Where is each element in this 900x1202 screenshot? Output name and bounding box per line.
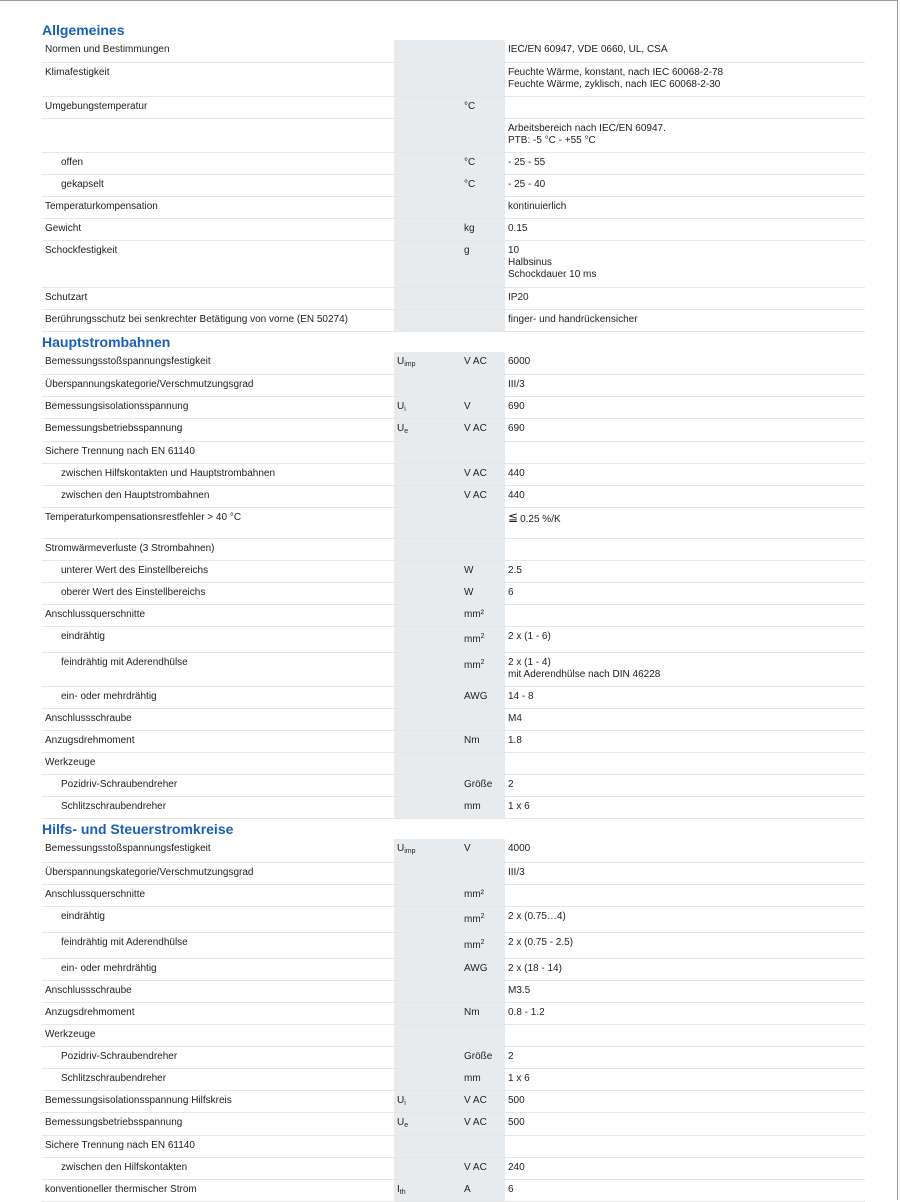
row-value: 0.8 - 1.2 [505, 1002, 865, 1024]
row-symbol [394, 884, 461, 906]
row-unit [461, 118, 505, 152]
row-unit [461, 508, 505, 539]
row-label: Stromwärmeverluste (3 Strombahnen) [42, 539, 394, 561]
row-label: Bemessungsstoßspannungsfestigkeit [42, 352, 394, 375]
row-value [505, 118, 865, 152]
row-label: Gewicht [42, 218, 394, 240]
row-value: 1.8 [505, 731, 865, 753]
value-text: 0.25 %/K [520, 514, 561, 525]
row-symbol [394, 40, 461, 62]
row-unit: A [461, 1179, 505, 1201]
table-row [42, 218, 865, 240]
value-line: Schockdauer 10 ms [508, 268, 597, 280]
symbol-subscript: e [404, 1121, 409, 1129]
table-hilfs-und-steuerstromkreise [42, 839, 865, 1202]
row-symbol [394, 1090, 461, 1112]
value-line: 2 x (1 - 4) [508, 657, 551, 668]
row-label: Werkzeuge [42, 1024, 394, 1046]
table-row [42, 884, 865, 906]
row-unit [461, 442, 505, 464]
row-value: 0.15 [505, 218, 865, 240]
table-row [42, 287, 865, 309]
row-unit [461, 932, 505, 958]
table-row [42, 118, 865, 152]
row-label: Bemessungsbetriebsspannung [42, 1112, 394, 1135]
row-unit [461, 196, 505, 218]
unit-base: mm [464, 913, 481, 925]
row-value: M4 [505, 709, 865, 731]
unit-superscript: 2 [480, 659, 485, 666]
row-label: eindrähtig [42, 906, 394, 932]
row-value [505, 62, 865, 96]
row-unit: mm² [461, 884, 505, 906]
row-label: Überspannungskategorie/Verschmutzungsgrad [42, 862, 394, 884]
value-line: Feuchte Wärme, konstant, nach IEC 60068-2-78 [508, 66, 724, 78]
row-value: 1 x 6 [505, 1068, 865, 1090]
row-symbol [394, 218, 461, 240]
row-value [505, 753, 865, 775]
row-unit: mm² [461, 605, 505, 627]
row-label: Anschlussquerschnitte [42, 605, 394, 627]
symbol-base: U [397, 401, 405, 412]
table-row [42, 839, 865, 862]
row-symbol [394, 980, 461, 1002]
row-label: ein- oder mehrdrähtig [42, 687, 394, 709]
row-symbol [394, 1046, 461, 1068]
row-value: III/3 [505, 862, 865, 884]
row-label: gekapselt [42, 174, 394, 196]
table-row [42, 196, 865, 218]
row-label: Schockfestigkeit [42, 240, 394, 287]
symbol-base: U [397, 1116, 405, 1128]
table-row [42, 174, 865, 196]
row-value [505, 653, 865, 687]
table-row [42, 240, 865, 287]
symbol-subscript: imp [404, 360, 416, 368]
row-unit: Nm [461, 1002, 505, 1024]
row-value: - 25 - 40 [505, 174, 865, 196]
row-symbol [394, 753, 461, 775]
row-symbol [394, 1024, 461, 1046]
row-unit: g [461, 240, 505, 287]
row-symbol [394, 839, 461, 862]
row-symbol [394, 508, 461, 539]
row-symbol [394, 731, 461, 753]
row-label: Klimafestigkeit [42, 62, 394, 96]
table-row [42, 419, 865, 442]
row-value [505, 1135, 865, 1157]
row-unit [461, 709, 505, 731]
row-label: ein- oder mehrdrähtig [42, 958, 394, 980]
row-label: oberer Wert des Einstellbereichs [42, 583, 394, 605]
row-unit [461, 753, 505, 775]
symbol-base: U [397, 1094, 405, 1106]
row-value [505, 240, 865, 287]
row-unit: V AC [461, 1090, 505, 1112]
row-unit: V AC [461, 352, 505, 375]
row-symbol [394, 1179, 461, 1201]
row-unit [461, 40, 505, 62]
row-unit: kg [461, 218, 505, 240]
row-value: 2 x (1 - 6) [505, 627, 865, 653]
row-symbol [394, 932, 461, 958]
row-unit [461, 980, 505, 1002]
value-line: 10 [508, 244, 520, 256]
row-unit: W [461, 561, 505, 583]
table-row [42, 709, 865, 731]
row-value: 14 - 8 [505, 687, 865, 709]
row-label: Sichere Trennung nach EN 61140 [42, 442, 394, 464]
table-row [42, 352, 865, 375]
row-label: Bemessungsisolationsspannung [42, 397, 394, 419]
table-row [42, 627, 865, 653]
row-value: 440 [505, 486, 865, 508]
table-row [42, 96, 865, 118]
row-label: zwischen Hilfskontakten und Hauptstrombahnen [42, 464, 394, 486]
section-title-allgemeines: Allgemeines [42, 22, 125, 38]
row-symbol [394, 1135, 461, 1157]
table-row [42, 862, 865, 884]
row-label: Anschlussquerschnitte [42, 884, 394, 906]
row-unit: W [461, 583, 505, 605]
table-row [42, 309, 865, 331]
table-row [42, 62, 865, 96]
row-symbol [394, 1002, 461, 1024]
table-row [42, 1046, 865, 1068]
row-value: 6 [505, 583, 865, 605]
row-unit: V AC [461, 419, 505, 442]
symbol-base: I [397, 1183, 400, 1195]
row-symbol [394, 906, 461, 932]
row-value: M3.5 [505, 980, 865, 1002]
row-value: IEC/EN 60947, VDE 0660, UL, CSA [505, 40, 865, 62]
value-line: Feuchte Wärme, zyklisch, nach IEC 60068-2-30 [508, 78, 721, 90]
table-row [42, 1179, 865, 1201]
row-symbol [394, 464, 461, 486]
row-label: Bemessungsstoßspannungsfestigkeit [42, 839, 394, 862]
row-label: Anzugsdrehmoment [42, 1002, 394, 1024]
row-label: offen [42, 152, 394, 174]
row-label: eindrähtig [42, 627, 394, 653]
row-value [505, 605, 865, 627]
row-value: 6000 [505, 352, 865, 375]
table-row [42, 1090, 865, 1112]
table-row [42, 797, 865, 819]
row-unit [461, 1135, 505, 1157]
table-row [42, 753, 865, 775]
table-row [42, 539, 865, 561]
table-row [42, 1068, 865, 1090]
row-value: kontinuierlich [505, 196, 865, 218]
table-row [42, 775, 865, 797]
row-label: Pozidriv-Schraubendreher [42, 1046, 394, 1068]
row-label: Werkzeuge [42, 753, 394, 775]
row-unit [461, 539, 505, 561]
row-symbol [394, 539, 461, 561]
row-unit: V AC [461, 1112, 505, 1135]
row-symbol [394, 174, 461, 196]
table-row [42, 958, 865, 980]
row-unit: °C [461, 174, 505, 196]
value-line: PTB: -5 °C - +55 °C [508, 134, 596, 146]
row-symbol [394, 96, 461, 118]
row-unit [461, 862, 505, 884]
row-unit [461, 627, 505, 653]
row-label: Anzugsdrehmoment [42, 731, 394, 753]
row-label: Temperaturkompensationsrestfehler > 40 °C [42, 508, 394, 539]
row-value: 2 x (18 - 14) [505, 958, 865, 980]
symbol-subscript: i [404, 1099, 406, 1107]
row-label: Bemessungsbetriebsspannung [42, 419, 394, 442]
row-symbol [394, 709, 461, 731]
table-row [42, 375, 865, 397]
symbol-subscript: th [399, 1188, 406, 1196]
symbol-base: U [397, 843, 405, 854]
row-value: 690 [505, 397, 865, 419]
row-unit: V AC [461, 486, 505, 508]
unit-base: mm [464, 634, 481, 645]
row-symbol [394, 605, 461, 627]
row-label: feindrähtig mit Aderendhülse [42, 653, 394, 687]
table-row [42, 1112, 865, 1135]
row-unit [461, 653, 505, 687]
row-unit: V [461, 839, 505, 862]
row-label: Überspannungskategorie/Verschmutzungsgrad [42, 375, 394, 397]
row-value: 2 [505, 775, 865, 797]
symbol-base: U [397, 423, 405, 434]
row-label [42, 118, 394, 152]
row-unit: Größe [461, 775, 505, 797]
table-row [42, 508, 865, 539]
row-unit: °C [461, 96, 505, 118]
row-label: konventioneller thermischer Strom [42, 1179, 394, 1201]
row-unit [461, 287, 505, 309]
symbol-base: U [397, 355, 405, 367]
row-label: zwischen den Hilfskontakten [42, 1157, 394, 1179]
row-value: 2 [505, 1046, 865, 1068]
section-title-hilfs-und-steuerstromkreise: Hilfs- und Steuerstromkreise [42, 821, 234, 837]
row-symbol [394, 583, 461, 605]
row-unit [461, 1024, 505, 1046]
table-row [42, 464, 865, 486]
row-label: feindrähtig mit Aderendhülse [42, 932, 394, 958]
table-allgemeines [42, 40, 865, 332]
row-symbol [394, 653, 461, 687]
row-symbol [394, 375, 461, 397]
row-value: 500 [505, 1112, 865, 1135]
row-value: 690 [505, 419, 865, 442]
row-symbol [394, 627, 461, 653]
row-symbol [394, 958, 461, 980]
row-unit: Größe [461, 1046, 505, 1068]
unit-superscript: 2 [480, 912, 485, 920]
row-value [505, 539, 865, 561]
row-unit [461, 62, 505, 96]
row-symbol [394, 196, 461, 218]
row-value: finger- und handrückensicher [505, 309, 865, 331]
row-unit [461, 375, 505, 397]
table-row [42, 442, 865, 464]
row-symbol [394, 397, 461, 419]
row-symbol [394, 1112, 461, 1135]
row-value: IP20 [505, 287, 865, 309]
unit-superscript: 2 [480, 938, 485, 946]
row-unit: V AC [461, 1157, 505, 1179]
table-row [42, 605, 865, 627]
row-symbol [394, 352, 461, 375]
row-symbol [394, 309, 461, 331]
row-unit [461, 309, 505, 331]
row-label: Schlitzschraubendreher [42, 797, 394, 819]
row-unit: AWG [461, 687, 505, 709]
row-symbol [394, 62, 461, 96]
row-unit: °C [461, 152, 505, 174]
value-line: Halbsinus [508, 256, 552, 268]
value-line: mit Aderendhülse nach DIN 46228 [508, 669, 661, 680]
row-value: 6 [505, 1179, 865, 1201]
row-value: 440 [505, 464, 865, 486]
row-value: 500 [505, 1090, 865, 1112]
row-symbol [394, 287, 461, 309]
row-unit: V AC [461, 464, 505, 486]
row-label: unterer Wert des Einstellbereichs [42, 561, 394, 583]
table-row [42, 906, 865, 932]
row-label: Umgebungstemperatur [42, 96, 394, 118]
row-symbol [394, 486, 461, 508]
datasheet [42, 20, 857, 1202]
row-value: 2 x (0.75 - 2.5) [505, 932, 865, 958]
section-title-hauptstrombahnen: Hauptstrombahnen [42, 333, 171, 350]
less-equal-icon: ≦ [508, 510, 519, 524]
row-symbol [394, 419, 461, 442]
row-label: Pozidriv-Schraubendreher [42, 775, 394, 797]
row-symbol [394, 561, 461, 583]
row-label: Temperaturkompensation [42, 196, 394, 218]
table-row [42, 486, 865, 508]
row-value [505, 508, 865, 539]
table-row [42, 40, 865, 62]
row-value [505, 884, 865, 906]
symbol-subscript: i [404, 406, 406, 413]
symbol-subscript: e [404, 428, 409, 435]
row-symbol [394, 152, 461, 174]
table-row [42, 1002, 865, 1024]
row-label: Schutzart [42, 287, 394, 309]
row-symbol [394, 442, 461, 464]
table-row [42, 561, 865, 583]
row-value: 4000 [505, 839, 865, 862]
row-unit: mm [461, 797, 505, 819]
table-row [42, 653, 865, 687]
row-value: 2.5 [505, 561, 865, 583]
table-row [42, 1135, 865, 1157]
row-label: Schlitzschraubendreher [42, 1068, 394, 1090]
row-label: Anschlussschraube [42, 980, 394, 1002]
row-symbol [394, 775, 461, 797]
unit-base: mm [464, 939, 481, 951]
row-label: zwischen den Hauptstrombahnen [42, 486, 394, 508]
row-unit [461, 906, 505, 932]
row-unit: V [461, 397, 505, 419]
row-value: III/3 [505, 375, 865, 397]
table-row [42, 1024, 865, 1046]
table-row [42, 397, 865, 419]
unit-base: mm [464, 660, 481, 671]
row-unit: Nm [461, 731, 505, 753]
row-label: Bemessungsisolationsspannung Hilfskreis [42, 1090, 394, 1112]
row-unit: AWG [461, 958, 505, 980]
row-symbol [394, 862, 461, 884]
row-value [505, 96, 865, 118]
row-value: 240 [505, 1157, 865, 1179]
table-row [42, 731, 865, 753]
row-unit: mm [461, 1068, 505, 1090]
table-row [42, 687, 865, 709]
row-symbol [394, 1068, 461, 1090]
row-label: Berührungsschutz bei senkrechter Betätigung von vorne (EN 50274) [42, 309, 394, 331]
row-value: - 25 - 55 [505, 152, 865, 174]
table-row [42, 152, 865, 174]
table-row [42, 932, 865, 958]
row-symbol [394, 797, 461, 819]
table-row [42, 583, 865, 605]
value-line: Arbeitsbereich nach IEC/EN 60947. [508, 122, 666, 134]
row-value [505, 1024, 865, 1046]
row-label: Normen und Bestimmungen [42, 40, 394, 62]
symbol-subscript: imp [404, 848, 416, 855]
row-symbol [394, 1157, 461, 1179]
table-hauptstrombahnen [42, 352, 865, 820]
table-row [42, 1157, 865, 1179]
row-value: 1 x 6 [505, 797, 865, 819]
row-label: Sichere Trennung nach EN 61140 [42, 1135, 394, 1157]
row-value: 2 x (0.75…4) [505, 906, 865, 932]
row-symbol [394, 118, 461, 152]
row-value [505, 442, 865, 464]
row-label: Anschlussschraube [42, 709, 394, 731]
row-symbol [394, 687, 461, 709]
unit-superscript: 2 [480, 633, 485, 640]
table-row [42, 980, 865, 1002]
row-symbol [394, 240, 461, 287]
